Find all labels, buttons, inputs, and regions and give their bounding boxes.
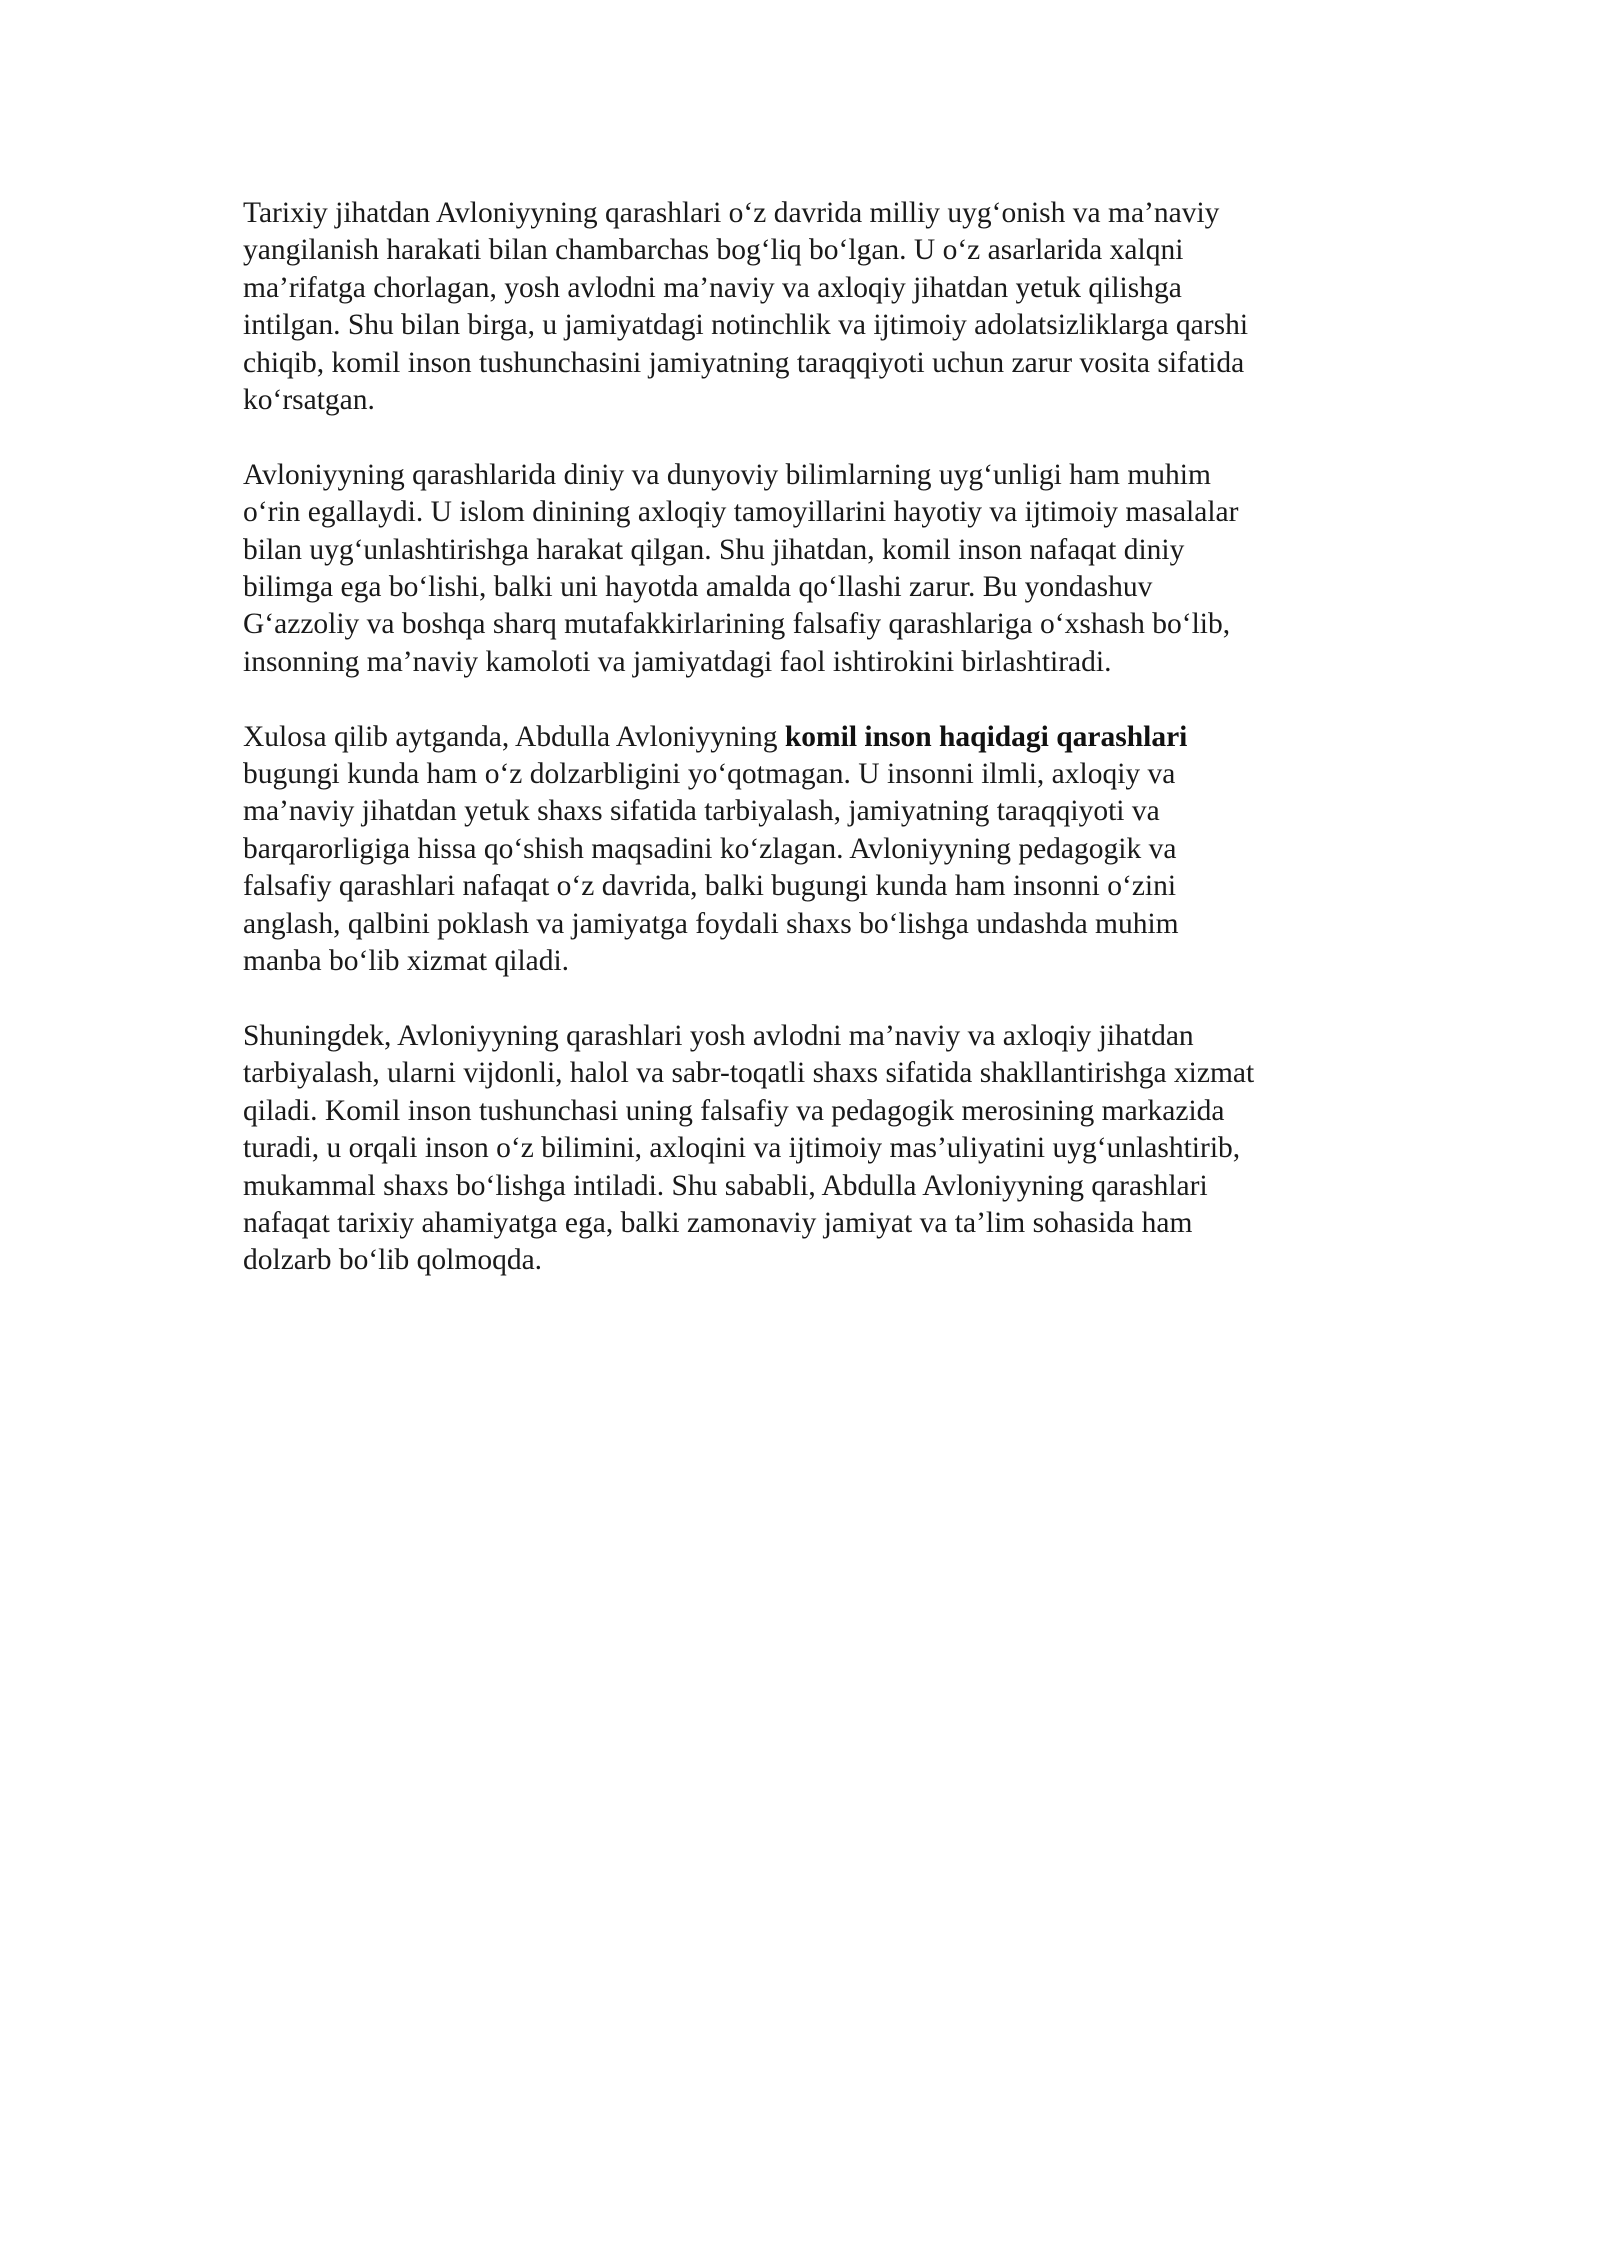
paragraph-2 (243, 457, 1378, 681)
paragraph-4 (243, 1018, 1378, 1280)
text-line: ma’rifatga chorlagan, yosh avlodni ma’naviy va axloqiy jihatdan yetuk qilishga (243, 271, 1182, 304)
paragraph-1 (243, 195, 1378, 419)
text-normal: Xulosa qilib aytganda, Abdulla Avloniyyning (243, 720, 785, 753)
text-line: insonning ma’naviy kamoloti va jamiyatdagi faol ishtirokini birlashtiradi. (243, 645, 1112, 678)
text-line: dolzarb bo‘lib qolmoqda. (243, 1244, 543, 1277)
text-line: turadi, u orqali inson o‘z bilimini, axloqini va ijtimoiy mas’uliyatini uyg‘unlashtirib, (243, 1132, 1241, 1165)
text-line: Shuningdek, Avloniyyning qarashlari yosh avlodni ma’naviy va axloqiy jihatdan (243, 1019, 1194, 1052)
text-line: chiqib, komil inson tushunchasini jamiyatning taraqqiyoti uchun zarur vosita sifatida (243, 346, 1245, 379)
paragraph-3 (243, 719, 1378, 981)
text-line: qiladi. Komil inson tushunchasi uning falsafiy va pedagogik merosining markazida (243, 1094, 1225, 1127)
text-line: bilimga ega bo‘lishi, balki uni hayotda amalda qo‘llashi zarur. Bu yondashuv (243, 571, 1153, 604)
text-line: intilgan. Shu bilan birga, u jamiyatdagi notinchlik va ijtimoiy adolatsizliklarga qarshi (243, 309, 1249, 342)
text-line: Tarixiy jihatdan Avloniyyning qarashlari o‘z davrida milliy uyg‘onish va ma’naviy (243, 197, 1220, 229)
text-line: mukammal shaxs bo‘lishga intiladi. Shu sababli, Abdulla Avloniyyning qarashlari (243, 1169, 1208, 1202)
text-line: nafaqat tarixiy ahamiyatga ega, balki zamonaviy jamiyat va ta’lim sohasida ham (243, 1206, 1193, 1239)
text-line: bugungi kunda ham o‘z dolzarbligini yo‘qotmagan. U insonni ilmli, axloqiy va (243, 758, 1176, 791)
text-line (243, 719, 1378, 756)
text-line: G‘azzoliy va boshqa sharq mutafakkirlarining falsafiy qarashlariga o‘xshash bo‘lib, (243, 608, 1231, 641)
text-line: ma’naviy jihatdan yetuk shaxs sifatida tarbiyalash, jamiyatning taraqqiyoti va (243, 795, 1160, 828)
text-line: bilan uyg‘unlashtirishga harakat qilgan. Shu jihatdan, komil inson nafaqat diniy (243, 533, 1185, 566)
document-body (243, 195, 1378, 1317)
text-line: tarbiyalash, ularni vijdonli, halol va sabr-toqatli shaxs sifatida shakllantirishga xizmat (243, 1057, 1255, 1090)
text-line: ko‘rsatgan. (243, 384, 375, 417)
bold-phrase: komil inson haqidagi qarashlari (784, 720, 1188, 753)
text-line: o‘rin egallaydi. U islom dinining axloqiy tamoyillarini hayotiy va ijtimoiy masalalar (243, 496, 1239, 529)
text-line: anglash, qalbini poklash va jamiyatga foydali shaxs bo‘lishga undashda muhim (243, 907, 1179, 940)
text-line: manba bo‘lib xizmat qiladi. (243, 945, 570, 978)
text-line: falsafiy qarashlari nafaqat o‘z davrida, balki bugungi kunda ham insonni o‘zini (243, 870, 1177, 903)
text-line: Avloniyyning qarashlarida diniy va dunyoviy bilimlarning uyg‘unligi ham muhim (243, 458, 1211, 491)
text-line: barqarorligiga hissa qo‘shish maqsadini ko‘zlagan. Avloniyyning pedagogik va (243, 832, 1177, 865)
text-line: yangilanish harakati bilan chambarchas bog‘liq bo‘lgan. U o‘z asarlarida xalqni (243, 234, 1184, 267)
